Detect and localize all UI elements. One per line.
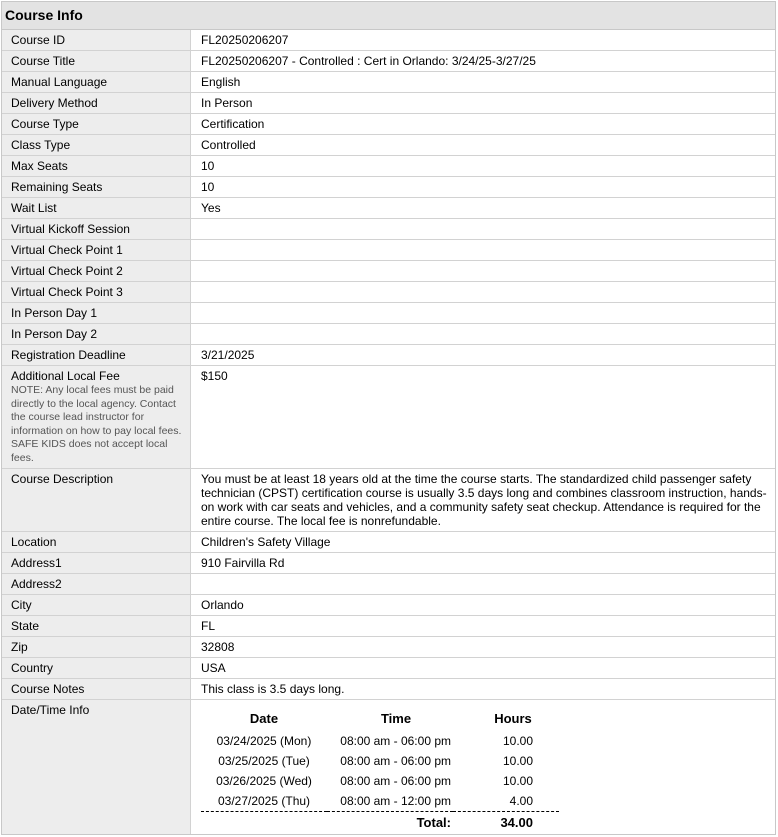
label-date-time-info: Date/Time Info (2, 700, 191, 836)
schedule-date: 03/25/2025 (Tue) (218, 754, 310, 768)
value-registration-deadline: 3/21/2025 (191, 345, 777, 366)
label-class-type: Class Type (2, 135, 191, 156)
schedule-total-row (201, 812, 559, 835)
label-country: Country (2, 658, 191, 679)
row-course-title (2, 51, 776, 72)
schedule-date: 03/24/2025 (Mon) (216, 734, 312, 748)
row-max-seats (2, 156, 776, 177)
schedule-total-value: 34.00 (453, 812, 559, 835)
schedule-total-spacer (201, 812, 327, 835)
row-registration-deadline (2, 345, 776, 366)
schedule-total-label: Total: (327, 812, 453, 835)
schedule-header-row (201, 707, 559, 731)
value-course-title: FL20250206207 - Controlled : Cert in Orlando: 3/24/25-3/27/25 (191, 51, 777, 72)
value-course-type: Certification (191, 114, 777, 135)
schedule-time: 08:00 am - 06:00 pm (340, 774, 451, 788)
value-class-type: Controlled (191, 135, 777, 156)
schedule-hours: 10.00 (502, 734, 533, 748)
label-remaining-seats: Remaining Seats (2, 177, 191, 198)
value-city: Orlando (191, 595, 777, 616)
schedule-time: 08:00 am - 06:00 pm (340, 754, 451, 768)
label-virtual-cp3: Virtual Check Point 3 (2, 282, 191, 303)
value-manual-language: English (191, 72, 777, 93)
row-location (2, 532, 776, 553)
label-city: City (2, 595, 191, 616)
label-course-title: Course Title (2, 51, 191, 72)
row-in-person-day2 (2, 324, 776, 345)
value-wait-list: Yes (191, 198, 777, 219)
value-date-time-info (191, 700, 777, 836)
value-in-person-day1 (191, 303, 777, 324)
value-remaining-seats: 10 (191, 177, 777, 198)
row-state (2, 616, 776, 637)
schedule-hours: 4.00 (509, 794, 533, 808)
value-max-seats: 10 (191, 156, 777, 177)
label-address1: Address1 (2, 553, 191, 574)
course-info-table (2, 30, 776, 835)
row-date-time-info (2, 700, 776, 836)
row-virtual-kickoff (2, 219, 776, 240)
schedule-hours: 10.00 (502, 774, 533, 788)
value-location: Children's Safety Village (191, 532, 777, 553)
label-zip: Zip (2, 637, 191, 658)
value-address2 (191, 574, 777, 595)
row-manual-language (2, 72, 776, 93)
label-virtual-kickoff: Virtual Kickoff Session (2, 219, 191, 240)
row-address1 (2, 553, 776, 574)
schedule-row (201, 751, 559, 771)
value-course-description: You must be at least 18 years old at the time the course starts. The standardized child passenger safety technician (CPST) certification course is usually 3.5 days long and combines classroom instruction, hands-on work with car seats and vehicles, and a community safety seat checkup. Attendance is required for the entire course. The local fee is nonrefundable. (191, 469, 777, 532)
value-virtual-kickoff (191, 219, 777, 240)
label-additional-local-fee (2, 366, 191, 469)
schedule-hours: 10.00 (502, 754, 533, 768)
row-class-type (2, 135, 776, 156)
local-fee-note: NOTE: Any local fees must be paid directly to the local agency. Contact the course lead instructor for information on how to pay local fees. SAFE KIDS does not accept local fees. (11, 384, 182, 464)
row-course-description (2, 469, 776, 532)
row-virtual-cp2 (2, 261, 776, 282)
schedule-row (201, 791, 559, 812)
row-course-type (2, 114, 776, 135)
value-virtual-cp2 (191, 261, 777, 282)
label-wait-list: Wait List (2, 198, 191, 219)
label-virtual-cp2: Virtual Check Point 2 (2, 261, 191, 282)
row-city (2, 595, 776, 616)
schedule-time: 08:00 am - 12:00 pm (340, 794, 451, 808)
value-course-notes: This class is 3.5 days long. (191, 679, 777, 700)
label-course-description: Course Description (2, 469, 191, 532)
label-manual-language: Manual Language (2, 72, 191, 93)
panel-title: Course Info (2, 2, 775, 30)
row-virtual-cp3 (2, 282, 776, 303)
value-address1: 910 Fairvilla Rd (191, 553, 777, 574)
schedule-date: 03/27/2025 (Thu) (217, 794, 311, 808)
schedule-header-date: Date (249, 711, 279, 726)
value-virtual-cp1 (191, 240, 777, 261)
row-delivery-method (2, 93, 776, 114)
label-in-person-day2: In Person Day 2 (2, 324, 191, 345)
row-virtual-cp1 (2, 240, 776, 261)
row-wait-list (2, 198, 776, 219)
row-additional-local-fee (2, 366, 776, 469)
value-course-id: FL20250206207 (191, 30, 777, 51)
label-course-type: Course Type (2, 114, 191, 135)
value-state: FL (191, 616, 777, 637)
row-address2 (2, 574, 776, 595)
label-location: Location (2, 532, 191, 553)
value-zip: 32808 (191, 637, 777, 658)
label-state: State (2, 616, 191, 637)
row-remaining-seats (2, 177, 776, 198)
row-in-person-day1 (2, 303, 776, 324)
schedule-header-time: Time (380, 711, 412, 726)
schedule-date: 03/26/2025 (Wed) (216, 774, 312, 788)
label-in-person-day1: In Person Day 1 (2, 303, 191, 324)
value-virtual-cp3 (191, 282, 777, 303)
additional-local-fee-label: Additional Local Fee (11, 369, 120, 383)
row-country (2, 658, 776, 679)
label-delivery-method: Delivery Method (2, 93, 191, 114)
schedule-table (201, 707, 559, 834)
value-in-person-day2 (191, 324, 777, 345)
label-address2: Address2 (2, 574, 191, 595)
schedule-time: 08:00 am - 06:00 pm (340, 734, 451, 748)
course-info-panel (1, 1, 776, 835)
label-virtual-cp1: Virtual Check Point 1 (2, 240, 191, 261)
schedule-row (201, 771, 559, 791)
label-registration-deadline: Registration Deadline (2, 345, 191, 366)
schedule-row (201, 731, 559, 751)
value-additional-local-fee: $150 (191, 366, 777, 469)
value-country: USA (191, 658, 777, 679)
row-course-notes (2, 679, 776, 700)
row-course-id (2, 30, 776, 51)
label-max-seats: Max Seats (2, 156, 191, 177)
schedule-header-hours: Hours (494, 711, 532, 726)
label-course-id: Course ID (2, 30, 191, 51)
label-course-notes: Course Notes (2, 679, 191, 700)
row-zip (2, 637, 776, 658)
value-delivery-method: In Person (191, 93, 777, 114)
